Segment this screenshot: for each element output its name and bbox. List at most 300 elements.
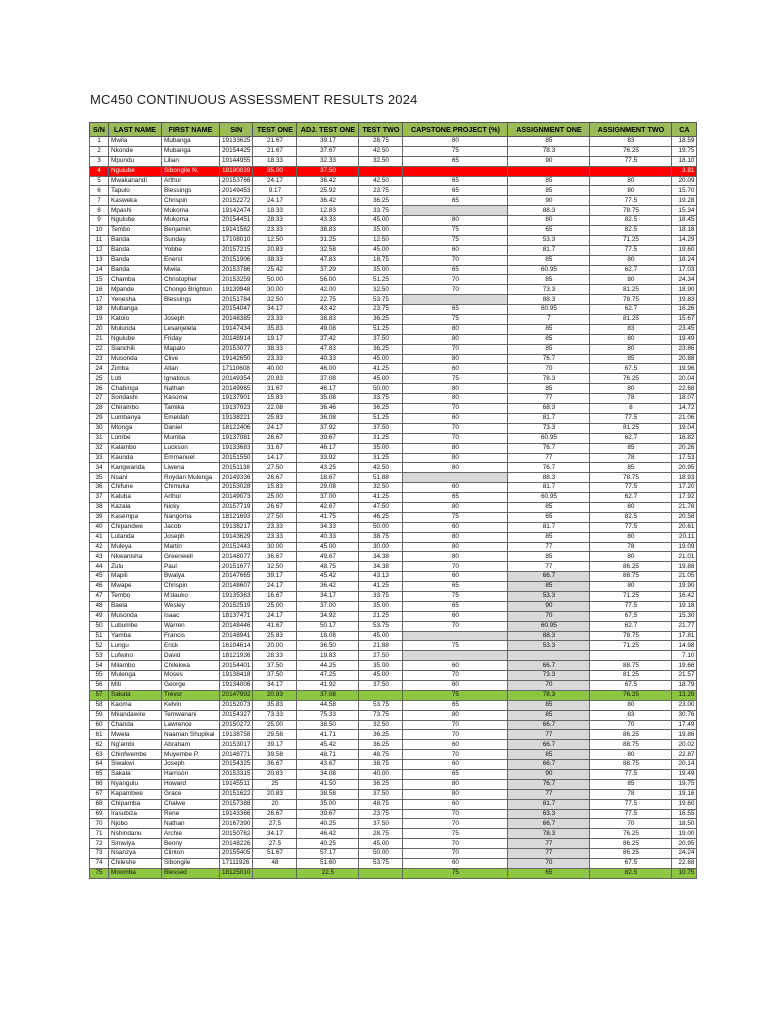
- cell-first-name: Mukoma: [162, 206, 220, 216]
- cell-adj-test-one: 18.67: [297, 473, 359, 483]
- cell-last-name: Nkonde: [109, 146, 162, 156]
- cell-first-name: Benjamin: [162, 226, 220, 236]
- cell-adj-test-one: 34.17: [297, 591, 359, 601]
- cell-adj-test-one: 49.08: [297, 324, 359, 334]
- cell-assignment-two: 85: [590, 463, 672, 473]
- cell-sn: 73: [90, 849, 109, 859]
- cell-sin: 20154451: [220, 216, 253, 226]
- cell-test-two: 35.00: [359, 661, 403, 671]
- cell-sin: 19143366: [220, 809, 253, 819]
- cell-assignment-one: 77: [508, 453, 590, 463]
- cell-last-name: Yenesha: [109, 295, 162, 305]
- cell-assignment-one: 73.3: [508, 671, 590, 681]
- cell-test-two: 37.50: [359, 334, 403, 344]
- cell-test-two: 53.75: [359, 295, 403, 305]
- cell-test-two: 23.75: [359, 305, 403, 315]
- table-row: [90, 859, 697, 869]
- cell-last-name: Yamba: [109, 631, 162, 641]
- cell-sn: 25: [90, 374, 109, 384]
- cell-capstone: 80: [403, 710, 508, 720]
- cell-sin: 20154401: [220, 661, 253, 671]
- cell-last-name: Mwela: [109, 730, 162, 740]
- cell-capstone: 60: [403, 522, 508, 532]
- cell-sin: 20153259: [220, 275, 253, 285]
- cell-assignment-one: 77: [508, 730, 590, 740]
- cell-sn: 39: [90, 512, 109, 522]
- cell-sn: 14: [90, 265, 109, 275]
- cell-last-name: Mkandawire: [109, 710, 162, 720]
- cell-ca: 13.29: [672, 690, 697, 700]
- cell-test-one: 29.58: [253, 730, 297, 740]
- cell-assignment-one: 65: [508, 868, 590, 878]
- cell-assignment-one: 77: [508, 789, 590, 799]
- cell-first-name: Temwanani: [162, 710, 220, 720]
- cell-test-two: 32.50: [359, 720, 403, 730]
- cell-capstone: 80: [403, 463, 508, 473]
- cell-sin: 19133625: [220, 137, 253, 147]
- cell-sn: 1: [90, 137, 109, 147]
- cell-test-two: 53.75: [359, 700, 403, 710]
- table-row: [90, 671, 697, 681]
- cell-sin: 19137023: [220, 404, 253, 414]
- cell-sn: 54: [90, 661, 109, 671]
- cell-capstone: 75: [403, 315, 508, 325]
- cell-test-two: 28.75: [359, 829, 403, 839]
- cell-last-name: Muleya: [109, 542, 162, 552]
- cell-sin: 20149073: [220, 493, 253, 503]
- cell-capstone: 75: [403, 235, 508, 245]
- cell-test-two: 32.50: [359, 483, 403, 493]
- cell-ca: 15.34: [672, 206, 697, 216]
- cell-sin: 20148446: [220, 621, 253, 631]
- cell-assignment-two: 77.5: [590, 156, 672, 166]
- cell-first-name: M'dauko: [162, 591, 220, 601]
- table-row: [90, 226, 697, 236]
- cell-last-name: Sakala: [109, 770, 162, 780]
- cell-test-one: 51.67: [253, 849, 297, 859]
- cell-sin: 19138418: [220, 671, 253, 681]
- cell-test-one: 39.17: [253, 740, 297, 750]
- cell-test-one: 34.17: [253, 305, 297, 315]
- cell-test-one: 20.83: [253, 374, 297, 384]
- cell-sn: 49: [90, 611, 109, 621]
- table-row: [90, 621, 697, 631]
- cell-first-name: Warren: [162, 621, 220, 631]
- cell-test-two: 18.75: [359, 255, 403, 265]
- table-row: [90, 690, 697, 700]
- cell-sn: 4: [90, 166, 109, 176]
- cell-adj-test-one: 45.00: [297, 542, 359, 552]
- cell-sn: 9: [90, 216, 109, 226]
- cell-sn: 3: [90, 156, 109, 166]
- cell-test-two: 45.00: [359, 216, 403, 226]
- cell-capstone: 70: [403, 720, 508, 730]
- cell-first-name: Christopher: [162, 275, 220, 285]
- cell-sin: 19142474: [220, 206, 253, 216]
- cell-capstone: 75: [403, 374, 508, 384]
- cell-assignment-one: 76.7: [508, 779, 590, 789]
- cell-last-name: Zimba: [109, 364, 162, 374]
- cell-ca: 15.70: [672, 186, 697, 196]
- cell-last-name: Kasweka: [109, 196, 162, 206]
- cell-sin: 18122406: [220, 423, 253, 433]
- cell-sin: 20153028: [220, 483, 253, 493]
- cell-assignment-one: 85: [508, 750, 590, 760]
- cell-sin: 19135363: [220, 591, 253, 601]
- cell-assignment-one: [508, 651, 590, 661]
- cell-test-two: 51.25: [359, 413, 403, 423]
- cell-first-name: Blessed: [162, 868, 220, 878]
- cell-last-name: Tapulo: [109, 186, 162, 196]
- cell-capstone: 70: [403, 562, 508, 572]
- cell-capstone: 75: [403, 641, 508, 651]
- cell-adj-test-one: 34.33: [297, 522, 359, 532]
- cell-assignment-one: 81.7: [508, 245, 590, 255]
- cell-capstone: 65: [403, 265, 508, 275]
- table-row: [90, 433, 697, 443]
- cell-assignment-one: 66.7: [508, 720, 590, 730]
- cell-adj-test-one: 43.42: [297, 305, 359, 315]
- cell-first-name: Luckson: [162, 443, 220, 453]
- table-row: [90, 295, 697, 305]
- cell-test-one: 26.67: [253, 502, 297, 512]
- cell-sn: 5: [90, 176, 109, 186]
- cell-adj-test-one: 42.00: [297, 285, 359, 295]
- cell-assignment-two: 67.5: [590, 859, 672, 869]
- cell-adj-test-one: 29.08: [297, 483, 359, 493]
- cell-test-two: 28.75: [359, 137, 403, 147]
- cell-sin: 20149965: [220, 384, 253, 394]
- table-row: [90, 562, 697, 572]
- cell-adj-test-one: 32.33: [297, 156, 359, 166]
- cell-test-two: 36.25: [359, 196, 403, 206]
- cell-capstone: 80: [403, 354, 508, 364]
- header-assignment-two: ASSIGNMENT TWO: [590, 123, 672, 137]
- table-row: [90, 384, 697, 394]
- table-row: [90, 849, 697, 859]
- cell-first-name: Arthur: [162, 493, 220, 503]
- cell-last-name: Tembo: [109, 591, 162, 601]
- cell-assignment-one: 53.3: [508, 641, 590, 651]
- cell-last-name: Kapambwe: [109, 789, 162, 799]
- cell-assignment-one: 85: [508, 176, 590, 186]
- cell-test-two: 35.00: [359, 226, 403, 236]
- cell-sn: 55: [90, 671, 109, 681]
- cell-sn: 65: [90, 770, 109, 780]
- cell-assignment-one: 81.7: [508, 522, 590, 532]
- cell-adj-test-one: 36.08: [297, 413, 359, 423]
- cell-sn: 59: [90, 710, 109, 720]
- cell-capstone: 75: [403, 512, 508, 522]
- table-row: [90, 680, 697, 690]
- cell-test-two: 34.38: [359, 562, 403, 572]
- cell-test-two: 35.00: [359, 265, 403, 275]
- cell-first-name: Isaac: [162, 611, 220, 621]
- document-title: MC450 CONTINUOUS ASSESSMENT RESULTS 2024: [90, 92, 418, 107]
- cell-test-two: 45.00: [359, 631, 403, 641]
- cell-test-one: 28.33: [253, 651, 297, 661]
- table-row: [90, 651, 697, 661]
- cell-test-one: 20.83: [253, 245, 297, 255]
- cell-test-two: 21.88: [359, 641, 403, 651]
- cell-sin: 20154325: [220, 760, 253, 770]
- cell-sin: 20148226: [220, 839, 253, 849]
- cell-assignment-two: [590, 651, 672, 661]
- cell-assignment-two: 78.75: [590, 295, 672, 305]
- cell-test-two: 33.75: [359, 591, 403, 601]
- cell-sn: 13: [90, 255, 109, 265]
- cell-assignment-two: 86.25: [590, 849, 672, 859]
- cell-capstone: 60: [403, 680, 508, 690]
- cell-assignment-one: 73.3: [508, 285, 590, 295]
- cell-sn: 23: [90, 354, 109, 364]
- cell-first-name: Emmanuel: [162, 453, 220, 463]
- cell-last-name: Banda: [109, 255, 162, 265]
- cell-test-one: 35.83: [253, 324, 297, 334]
- table-row: [90, 394, 697, 404]
- cell-capstone: 80: [403, 502, 508, 512]
- cell-test-one: 34.17: [253, 680, 297, 690]
- table-row: [90, 819, 697, 829]
- cell-assignment-one: 88.3: [508, 295, 590, 305]
- cell-assignment-one: 70: [508, 859, 590, 869]
- cell-test-one: 23.33: [253, 354, 297, 364]
- cell-last-name: Musonda: [109, 354, 162, 364]
- cell-last-name: Lufwino: [109, 651, 162, 661]
- cell-assignment-one: 60.95: [508, 305, 590, 315]
- table-row: [90, 206, 697, 216]
- cell-test-two: 46.25: [359, 512, 403, 522]
- cell-last-name: Tembo: [109, 226, 162, 236]
- cell-test-two: 30.00: [359, 542, 403, 552]
- cell-assignment-two: 80: [590, 334, 672, 344]
- cell-sn: 57: [90, 690, 109, 700]
- cell-capstone: 80: [403, 532, 508, 542]
- cell-ca: 19.28: [672, 196, 697, 206]
- cell-test-two: 31.25: [359, 453, 403, 463]
- cell-first-name: Archie: [162, 829, 220, 839]
- cell-first-name: Chrispin: [162, 196, 220, 206]
- cell-adj-test-one: 57.17: [297, 849, 359, 859]
- cell-first-name: Yobbe: [162, 245, 220, 255]
- table-row: [90, 216, 697, 226]
- cell-sn: 32: [90, 443, 109, 453]
- cell-ca: 23.86: [672, 344, 697, 354]
- cell-test-two: 45.00: [359, 374, 403, 384]
- cell-ca: 20.58: [672, 512, 697, 522]
- cell-first-name: Roydan Mulenga: [162, 473, 220, 483]
- cell-last-name: Nyangulu: [109, 779, 162, 789]
- cell-assignment-two: 76.25: [590, 829, 672, 839]
- cell-ca: 20.02: [672, 740, 697, 750]
- cell-adj-test-one: 40.25: [297, 819, 359, 829]
- cell-first-name: Chilekwa: [162, 661, 220, 671]
- cell-assignment-two: 77.5: [590, 601, 672, 611]
- cell-sin: 19142650: [220, 354, 253, 364]
- cell-sin: 18180039: [220, 166, 253, 176]
- cell-test-two: 41.25: [359, 364, 403, 374]
- cell-last-name: Mtonga: [109, 423, 162, 433]
- cell-test-two: 42.50: [359, 146, 403, 156]
- cell-capstone: 80: [403, 552, 508, 562]
- cell-assignment-one: 65: [508, 226, 590, 236]
- table-row: [90, 542, 697, 552]
- cell-sin: 20151550: [220, 453, 253, 463]
- cell-assignment-two: 80: [590, 502, 672, 512]
- cell-test-two: 50.00: [359, 849, 403, 859]
- cell-first-name: Nathan: [162, 384, 220, 394]
- cell-assignment-two: 83: [590, 710, 672, 720]
- cell-test-one: 26.67: [253, 433, 297, 443]
- cell-test-one: 18.33: [253, 206, 297, 216]
- cell-adj-test-one: 25.92: [297, 186, 359, 196]
- table-row: [90, 552, 697, 562]
- cell-last-name: Kaunda: [109, 453, 162, 463]
- cell-ca: 30.76: [672, 710, 697, 720]
- cell-test-one: 39.58: [253, 750, 297, 760]
- cell-first-name: Mwila: [162, 265, 220, 275]
- cell-test-two: 43.13: [359, 572, 403, 582]
- cell-first-name: Sibongile: [162, 859, 220, 869]
- cell-ca: 19.04: [672, 423, 697, 433]
- cell-sn: 12: [90, 245, 109, 255]
- cell-test-one: 24.17: [253, 423, 297, 433]
- cell-adj-test-one: 47.83: [297, 344, 359, 354]
- cell-test-two: 53.75: [359, 621, 403, 631]
- cell-last-name: Chipandwe: [109, 522, 162, 532]
- table-row: [90, 839, 697, 849]
- cell-capstone: 75: [403, 591, 508, 601]
- cell-sn: 20: [90, 324, 109, 334]
- cell-sin: 20148914: [220, 334, 253, 344]
- cell-sn: 36: [90, 483, 109, 493]
- cell-adj-test-one: 35.00: [297, 799, 359, 809]
- cell-sin: 20154047: [220, 305, 253, 315]
- cell-sn: 22: [90, 344, 109, 354]
- table-row: [90, 750, 697, 760]
- cell-assignment-one: 78.3: [508, 146, 590, 156]
- table-row: [90, 156, 697, 166]
- cell-adj-test-one: 41.92: [297, 680, 359, 690]
- cell-assignment-one: 53.3: [508, 591, 590, 601]
- cell-sn: 26: [90, 384, 109, 394]
- cell-ca: 17.53: [672, 453, 697, 463]
- cell-capstone: 70: [403, 730, 508, 740]
- cell-test-two: 38.75: [359, 760, 403, 770]
- cell-adj-test-one: 45.42: [297, 572, 359, 582]
- cell-last-name: Chileshe: [109, 859, 162, 869]
- cell-capstone: 65: [403, 493, 508, 503]
- cell-test-one: 21.67: [253, 146, 297, 156]
- cell-assignment-one: 76.7: [508, 463, 590, 473]
- cell-capstone: 60: [403, 661, 508, 671]
- cell-adj-test-one: 32.58: [297, 245, 359, 255]
- cell-sn: 10: [90, 226, 109, 236]
- table-row: [90, 463, 697, 473]
- cell-sn: 35: [90, 473, 109, 483]
- cell-first-name: Trevor: [162, 690, 220, 700]
- cell-capstone: 70: [403, 621, 508, 631]
- cell-assignment-two: 77.5: [590, 799, 672, 809]
- cell-assignment-one: 85: [508, 255, 590, 265]
- cell-adj-test-one: 50.17: [297, 621, 359, 631]
- cell-assignment-two: 80: [590, 186, 672, 196]
- cell-test-two: 48.75: [359, 750, 403, 760]
- cell-adj-test-one: 34.92: [297, 611, 359, 621]
- cell-ca: 20.26: [672, 443, 697, 453]
- cell-test-two: 45.00: [359, 839, 403, 849]
- cell-ca: 19.86: [672, 730, 697, 740]
- cell-adj-test-one: 43.33: [297, 216, 359, 226]
- cell-test-one: 25.00: [253, 720, 297, 730]
- cell-test-two: [359, 868, 403, 878]
- cell-assignment-two: 77.5: [590, 809, 672, 819]
- cell-capstone: 80: [403, 137, 508, 147]
- cell-assignment-two: 70: [590, 819, 672, 829]
- cell-assignment-two: 62.7: [590, 493, 672, 503]
- cell-sin: 20148607: [220, 582, 253, 592]
- header-ca: CA: [672, 123, 697, 137]
- cell-first-name: Lilian: [162, 156, 220, 166]
- cell-ca: 16.55: [672, 809, 697, 819]
- cell-test-one: 30.00: [253, 542, 297, 552]
- cell-first-name: Erick: [162, 641, 220, 651]
- cell-assignment-one: 7: [508, 315, 590, 325]
- cell-adj-test-one: 39.17: [297, 137, 359, 147]
- cell-first-name: Chimuka: [162, 483, 220, 493]
- cell-assignment-one: 78.3: [508, 829, 590, 839]
- cell-capstone: 70: [403, 839, 508, 849]
- table-row: [90, 799, 697, 809]
- cell-first-name: Benny: [162, 839, 220, 849]
- cell-test-one: 31.67: [253, 384, 297, 394]
- cell-first-name: Arthur: [162, 176, 220, 186]
- cell-ca: 18.24: [672, 255, 697, 265]
- cell-test-one: 27.50: [253, 512, 297, 522]
- cell-first-name: Mapalo: [162, 344, 220, 354]
- cell-ca: 16.42: [672, 591, 697, 601]
- cell-test-one: 25.42: [253, 265, 297, 275]
- table-row: [90, 483, 697, 493]
- cell-assignment-one: 81.7: [508, 413, 590, 423]
- cell-last-name: Musonda: [109, 611, 162, 621]
- cell-test-one: 34.17: [253, 829, 297, 839]
- cell-test-two: 33.75: [359, 206, 403, 216]
- cell-last-name: Kaoma: [109, 700, 162, 710]
- cell-capstone: 60: [403, 483, 508, 493]
- cell-capstone: 65: [403, 582, 508, 592]
- cell-sn: 45: [90, 572, 109, 582]
- cell-sin: 20153017: [220, 740, 253, 750]
- cell-first-name: Muyembe P.: [162, 750, 220, 760]
- cell-test-one: 20: [253, 799, 297, 809]
- cell-assignment-one: 70: [508, 364, 590, 374]
- cell-assignment-two: 67.5: [590, 680, 672, 690]
- cell-sn: 18: [90, 305, 109, 315]
- cell-adj-test-one: 39.67: [297, 809, 359, 819]
- cell-test-two: 36.25: [359, 730, 403, 740]
- cell-assignment-one: 77: [508, 562, 590, 572]
- cell-assignment-two: 80: [590, 532, 672, 542]
- cell-sin: 19147434: [220, 324, 253, 334]
- cell-test-one: 23.33: [253, 315, 297, 325]
- cell-last-name: Banda: [109, 235, 162, 245]
- cell-test-one: 30.00: [253, 285, 297, 295]
- cell-ca: 3.81: [672, 166, 697, 176]
- cell-ca: 19.75: [672, 779, 697, 789]
- header-adj-test-one: ADJ. TEST ONE: [297, 123, 359, 137]
- cell-sn: 40: [90, 522, 109, 532]
